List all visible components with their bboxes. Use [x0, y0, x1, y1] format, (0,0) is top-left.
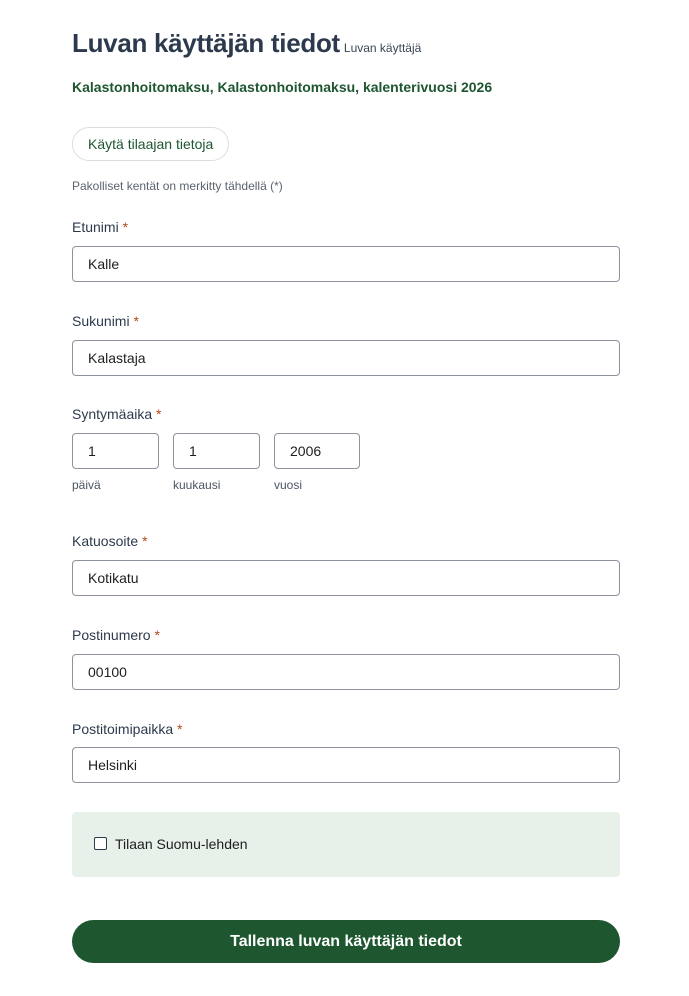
birth-year-input[interactable] [274, 433, 360, 469]
permit-name: Kalastonhoitomaksu, Kalastonhoitomaksu, kalenterivuosi 2026 [72, 79, 493, 95]
first-name-label [72, 219, 128, 235]
first-name-input[interactable] [72, 246, 620, 282]
postal-code-label [72, 627, 160, 643]
required-asterisk: * [156, 406, 162, 422]
birth-year-hint: vuosi [274, 478, 303, 492]
last-name-label [72, 313, 139, 329]
birthdate-label [72, 406, 162, 422]
page-subtitle: Luvan käyttäjä [343, 41, 422, 55]
page-header [72, 28, 421, 59]
required-asterisk: * [142, 533, 148, 549]
street-input[interactable] [72, 560, 620, 596]
subscription-box [72, 812, 620, 877]
birthdate-label-text: Syntymäaika [72, 406, 153, 422]
required-asterisk: * [177, 721, 183, 737]
postal-code-input[interactable] [72, 654, 620, 690]
postal-code-label-text: Postinumero [72, 627, 151, 643]
last-name-input[interactable] [72, 340, 620, 376]
first-name-label-text: Etunimi [72, 219, 119, 235]
required-asterisk: * [154, 627, 160, 643]
required-asterisk: * [133, 313, 139, 329]
save-button[interactable]: Tallenna luvan käyttäjän tiedot [72, 920, 620, 963]
subscription-label[interactable]: Tilaan Suomu-lehden [115, 836, 248, 852]
city-label-text: Postitoimipaikka [72, 721, 174, 737]
street-label-text: Katuosoite [72, 533, 139, 549]
subscription-checkbox[interactable] [94, 837, 107, 850]
birth-day-hint: päivä [72, 478, 101, 492]
use-subscriber-info-button[interactable]: Käytä tilaajan tietoja [72, 127, 229, 161]
last-name-label-text: Sukunimi [72, 313, 130, 329]
page-title: Luvan käyttäjän tiedot [72, 28, 340, 58]
required-asterisk: * [122, 219, 129, 235]
street-label [72, 533, 148, 549]
birth-day-input[interactable] [72, 433, 159, 469]
city-input[interactable] [72, 747, 620, 783]
required-fields-note: Pakolliset kentät on merkitty tähdellä (*) [72, 179, 283, 193]
city-label [72, 721, 183, 737]
birth-month-hint: kuukausi [173, 478, 221, 492]
birth-month-input[interactable] [173, 433, 260, 469]
